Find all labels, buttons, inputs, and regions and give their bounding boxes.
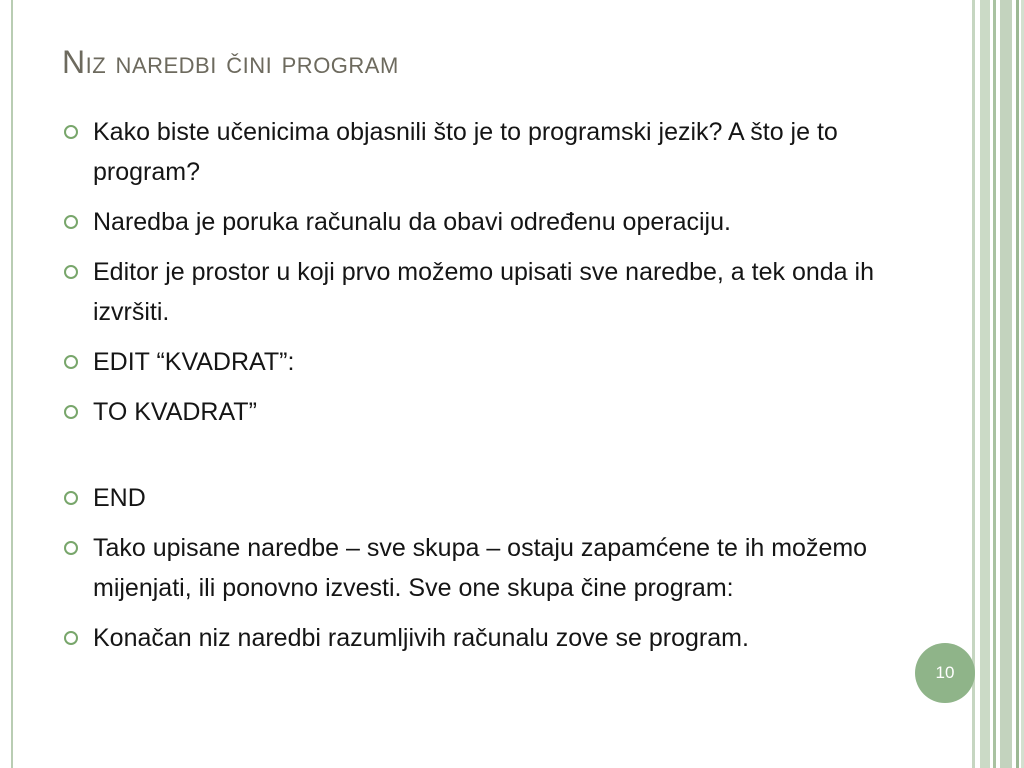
circle-bullet-icon <box>64 125 78 139</box>
bullet-text: Tako upisane naredbe – sve skupa – ostaju zapamćene te ih možemo mijenjati, ili ponovno izvesti. Sve one skupa čine program: <box>93 534 868 602</box>
bullet-list <box>60 112 930 668</box>
bullet-text: Konačan niz naredbi razumljivih računalu zove se program. <box>93 624 749 652</box>
circle-bullet-icon <box>64 355 78 369</box>
list-item <box>60 252 930 332</box>
slide-frame-line <box>11 0 13 768</box>
page-number-badge: 10 <box>915 643 975 703</box>
decorative-stripes <box>972 0 1024 768</box>
circle-bullet-icon <box>64 265 78 279</box>
list-item <box>60 478 930 518</box>
bullet-text: Kako biste učenicima objasnili što je to programski jezik? A što je to program? <box>93 118 838 186</box>
bullet-text: TO KVADRAT” <box>93 398 257 426</box>
circle-bullet-icon <box>64 405 78 419</box>
circle-bullet-icon <box>64 491 78 505</box>
list-item <box>60 528 930 608</box>
bullet-text: EDIT “KVADRAT”: <box>93 348 295 376</box>
bullet-text: END <box>93 484 146 512</box>
circle-bullet-icon <box>64 631 78 645</box>
list-item <box>60 112 930 192</box>
circle-bullet-icon <box>64 541 78 555</box>
circle-bullet-icon <box>64 215 78 229</box>
list-item <box>60 202 930 242</box>
list-item <box>60 618 930 658</box>
list-item <box>60 342 930 382</box>
bullet-text: Naredba je poruka računalu da obavi određenu operaciju. <box>93 208 731 236</box>
slide-title: Niz naredbi čini program <box>62 44 399 80</box>
bullet-text: Editor je prostor u koji prvo možemo upisati sve naredbe, a tek onda ih izvršiti. <box>93 258 874 326</box>
list-item <box>60 392 930 432</box>
